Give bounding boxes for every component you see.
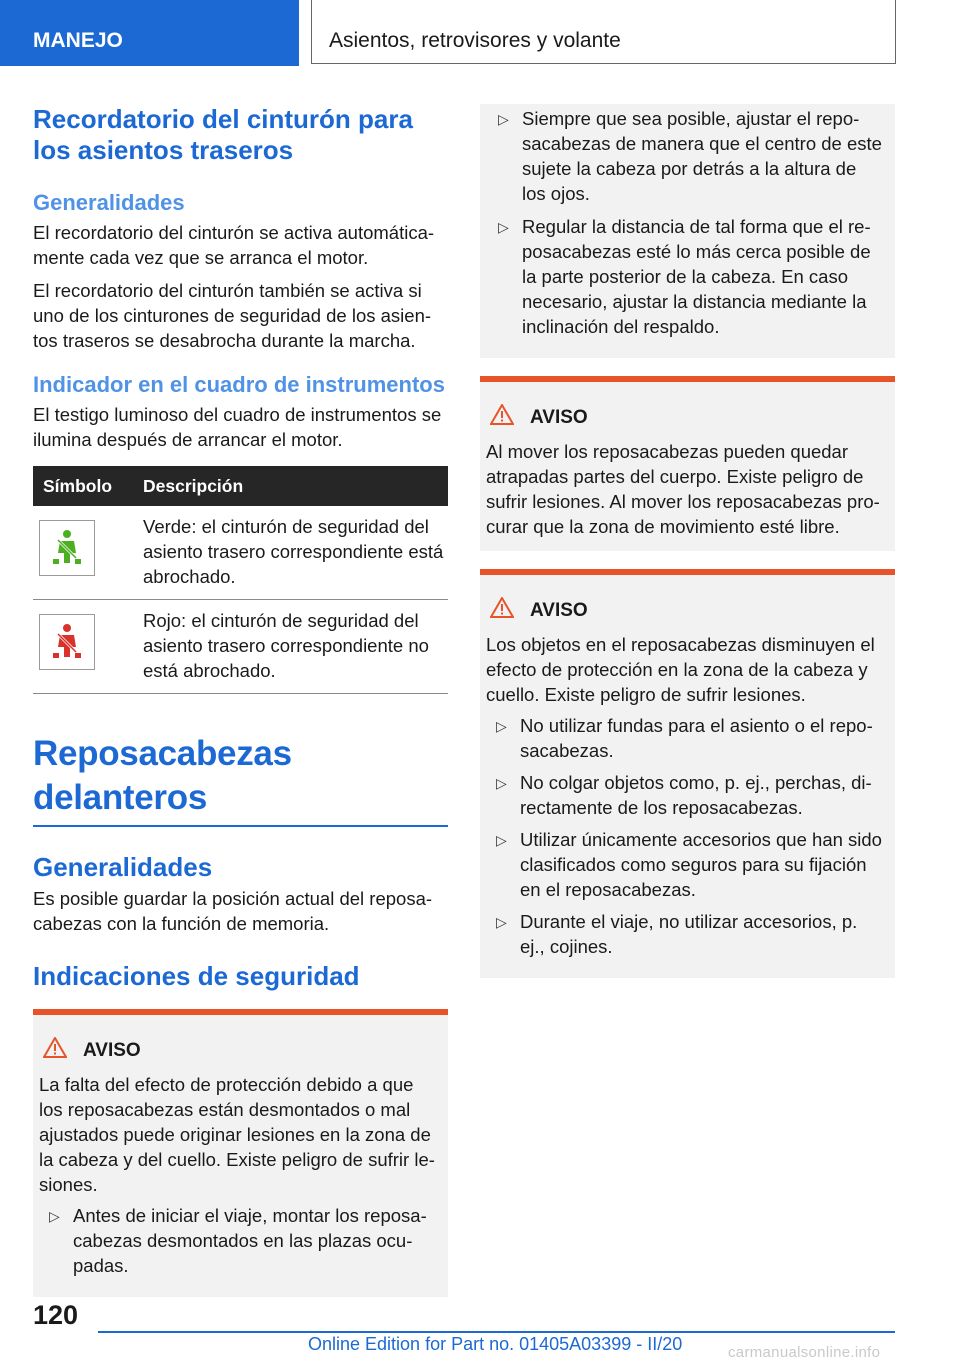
paragraph-memory: Es posible guardar la posición actual del reposacabezas con la función de memoria. [33,888,433,934]
paragraph-unbuckled: El recordatorio del cinturón también se activa si uno de los cinturones de seguridad de los asientos traseros se desabrocha durante la marcha. [33,280,432,351]
seatbelt-red-icon [39,614,95,670]
warning-triangle-icon [490,597,514,624]
footer-rule [98,1331,895,1333]
right-column [480,104,895,978]
triangle-bullet-icon: ▷ [49,1208,60,1224]
headrests-title: Reposacabezas delanteros [33,734,292,817]
list-item: ▷ Siempre que sea posible, ajustar el reposacabezas de manera que el centro de este sujete la cabeza por detrás a la altura de los ojos. [498,108,882,204]
section-tab: Asientos, retrovisores y volante [311,0,896,64]
row-description: Rojo: el cinturón de seguridad del asiento trasero correspondiente no está abrochado. [133,600,448,694]
warning-label: AVISO [530,406,588,428]
instructions-box [480,104,895,358]
warning-text: Los objetos en el reposacabezas disminuyen el efecto de protección en la zona de la cabeza y cuello. Existe peligro de sufrir lesiones. [486,634,875,705]
triangle-bullet-icon: ▷ [498,111,509,127]
seatbelt-green-icon [39,520,95,576]
warning-box [480,376,895,551]
seatbelt-reminder-title: Recordatorio del cinturón para los asientos traseros [33,104,413,165]
warning-list [39,1203,440,1278]
row-description: Verde: el cinturón de seguridad del asiento trasero correspondiente está abrochado. [133,506,448,600]
warning-triangle-icon [43,1037,67,1064]
page-number: 120 [33,1300,79,1330]
triangle-bullet-icon: ▷ [496,718,507,734]
list-item: ▷ Regular la distancia de tal forma que el reposacabezas esté lo más cerca posible de la parte posterior de la cabeza. En caso necesario, ajustar la distancia mediante la inclinación del respaldo. [498,216,871,337]
paragraph-indicator: El testigo luminoso del cuadro de instrumentos se ilumina después de arrancar el motor. [33,404,442,450]
list-item: ▷ Utilizar únicamente accesorios que han sido clasificados como seguros para su fijación en el reposacabezas. [496,829,882,900]
warning-list [486,713,887,959]
triangle-bullet-icon: ▷ [498,219,509,235]
watermark: carmanualsonline.info [728,1344,881,1361]
triangle-bullet-icon: ▷ [496,775,507,791]
table-row [33,506,448,600]
edition-text: Online Edition for Part no. 01405A03399 - II/20 [308,1334,683,1354]
symbol-table [33,466,448,694]
col-symbol-header: Símbolo [33,466,133,506]
paragraph-activation: El recordatorio del cinturón se activa automáticamente cada vez que se arranca el motor. [33,222,435,268]
triangle-bullet-icon: ▷ [496,832,507,848]
title-underline [33,825,448,827]
chapter-tab: MANEJO [0,0,299,66]
left-column [33,104,448,1297]
warning-box [33,1009,448,1297]
generalidades-heading: Generalidades [33,190,185,215]
list-item: ▷ Durante el viaje, no utilizar accesorios, p. ej., cojines. [496,911,858,957]
safety-heading: Indicaciones de seguridad [33,961,360,991]
warning-text: La falta del efecto de protección debido a que los reposacabezas están desmontados o mal ajustados puede originar lesiones en la zona de la cabeza y del cuello. Existe peligro de sufrir lesiones. [39,1074,435,1195]
table-row [33,600,448,694]
warning-label: AVISO [530,599,588,621]
warning-text: Al mover los reposacabezas pueden quedar atrapadas partes del cuerpo. Existe peligro de sufrir lesiones. Al mover los reposacabezas procurar que la zona de movimiento esté libre. [486,441,880,537]
warning-box [480,569,895,978]
col-description-header: Descripción [133,466,448,506]
list-item: ▷ Antes de iniciar el viaje, montar los reposacabezas desmontados en las plazas ocupadas. [49,1205,427,1276]
instructions-list [494,106,885,339]
list-item: ▷ No colgar objetos como, p. ej., perchas, directamente de los reposacabezas. [496,772,872,818]
indicator-heading: Indicador en el cuadro de instrumentos [33,372,445,397]
warning-triangle-icon [490,404,514,431]
list-item: ▷ No utilizar fundas para el asiento o el reposacabezas. [496,715,873,761]
generalidades-heading-2: Generalidades [33,852,213,882]
page-header [0,0,960,66]
warning-label: AVISO [83,1039,141,1061]
triangle-bullet-icon: ▷ [496,914,507,930]
